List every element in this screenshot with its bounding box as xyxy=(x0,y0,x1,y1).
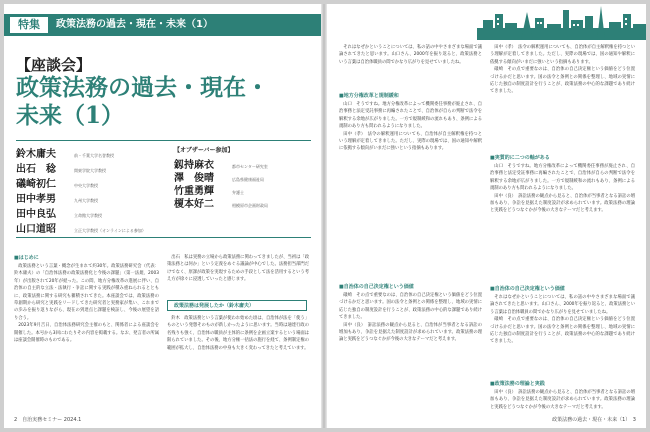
feature-tag: 特集 xyxy=(10,17,48,33)
page-footer: 2 自治実務セミナー 2024.1 xyxy=(14,417,82,423)
series-title: 政策法務の過去・現在・未来（1） xyxy=(56,19,213,30)
city-skyline-illustration xyxy=(477,4,646,40)
body-column: 出石 私は実務の立場から政策法務に関わってきましたが、当初は「政策法務とは何か」という定義をめぐる議論が中心でした。法務担当部門だけでなく、原課が政策を実現するための手段として法を活用するという考え方が徐々に浸透していったと感じます。 xyxy=(167,255,309,283)
section-heading: ■地方分権改革と規制緩和 xyxy=(339,93,399,99)
section-heading: ■自治体の自己決定権という価値 xyxy=(339,284,414,290)
observer: 釼持麻衣 都市センター研究室 xyxy=(174,160,268,171)
divider xyxy=(16,140,311,141)
body-column: それはなぜかということについては、私の話の中やさまざまな場面で議論されてきたと思います。山口さん、2000年を振り返ると、政策法務という言葉は自治体職員の間でかなり広がりを見せていましたね。 xyxy=(339,45,482,65)
body-column: 礒崎 その点で重要なのは、自治体の自己決定権という価値をどう位置づけるかだと思います。国の法令と条例との関係を整理し、地域の実情に応じた独自の制度設計を行うことが、政策法務の中心的な課題であり続けてきました。 田中（良） 訴訟法務の観点から見ると、自治体が当事者となる訴訟の増加もあり、争訟を見据えた制度設計が求められています。政策法務の理論と実践をどうつなぐかが今後の大きなテーマだと考えます。 xyxy=(339,293,482,343)
section-heading: ■はじめに xyxy=(14,255,39,261)
article-title: 政策法務の過去・現在・ 未来（1） xyxy=(16,74,269,129)
body-column: それはなぜかということについては、私の話の中やさまざまな場面で議論されてきたと思います。山口さん、2000年を振り返ると、政策法務という言葉は自治体職員の間でかなり広がりを見せていましたね。 礒崎 その点で重要なのは、自治体の自己決定権という価値をどう位置づけるかだと思います。国の法令と条例との関係を整理し、地域の実情に応じた独自の制度設計を行うことが、政策法務の中心的な課題であり続けてきました。 xyxy=(490,295,635,345)
right-page xyxy=(327,4,646,428)
body-column: 政策法務という言葉・概念が生まれて約30年。政策法務研究会（代表：鈴木庸夫）の「自治体法務の政策法務化と今後の課題」（第一法規、2003年）が出版されて20年が経った。この間、地方分権改革の進展に伴い、自治体の自主的な立法・法執行・争訟に関する実践が積み重ねられるとともに、政策法務に関する研究も蓄積されてきた。本座談会では、政策法務の草創期から研究と実践をリードしてきた研究者と実務家が集い、これまでの歩みを振り返りながら、現在の到達点と課題を検証し、今後の展望を語り合う。 2023年9月吉日、自治体法務研究会主催のもと、関係者による座談会を開催した。本号から3回にわたりその内容を掲載する。なお、発言者の所属は座談会開催時のものである。 xyxy=(14,264,159,344)
section-heading: ■政策法務の理論と実践 xyxy=(490,381,545,387)
feature-header xyxy=(4,14,321,36)
article-kind: 【座談会】 xyxy=(16,56,92,74)
participant: 出石 稔 関東学院大学教授 xyxy=(16,164,106,175)
body-column: 鈴木 政策法務という言葉が使われ始めた頃は、自治体が法を「使う」ものという発想そのものが新しかったように思います。当時は通達行政の名残りも強く、自治体の職員が主体的に条例を企画立案するという場面は限られていました。その後、地方分権一括法の施行を経て、条例制定権の範囲が拡大し、自治体法務の中身も大きく変わってきたと考えています。 xyxy=(167,316,309,351)
participant: 礒崎初仁 中央大学教授 xyxy=(16,179,98,190)
observers-title: 【オブザーバー参加】 xyxy=(174,147,234,154)
body-column: 田中（孝） 法令の解釈運用についても、自治体が自主解釈権を持つという理解が定着してきました。ただし、実際の現場では、国の通知や解釈に依拠する傾向がいまだに強いという指摘もあります。 礒崎 その点で重要なのは、自治体の自己決定権という価値をどう位置づけるかだと思います。国の法令と条例との関係を整理し、地域の実情に応じた独自の制度設計を行うことが、政策法務の中心的な課題であり続けてきました。 xyxy=(490,45,635,95)
observer: 竹重勇輝 弁護士 xyxy=(174,186,244,197)
left-page xyxy=(4,4,321,428)
page-footer: 政策法務の過去・現在・未来（1） 3 xyxy=(552,417,636,423)
section-heading: ■実質的に二つの軸がある xyxy=(490,155,550,161)
body-column: 山口 そうですね。地方分権改革によって機関委任事務が廃止され、自治事務と法定受託事務に再編されたことで、自治体が自らの判断で法令を解釈する余地が広がりました。一方で規制緩和の流れもあり、条例による規制のあり方も問われるようになりました。 田中（良） 訴訟法務の観点から見ると、自治体が当事者となる訴訟の増加もあり、争訟を見据えた制度設計が求められています。政策法務の理論と実践をどうつなぐかが今後の大きなテーマだと考えます。 xyxy=(490,164,635,214)
body-column: 田中（良） 訴訟法務の観点から見ると、自治体が当事者となる訴訟の増加もあり、争訟を見据えた制度設計が求められています。政策法務の理論と実践をどうつなぐかが今後の大きなテーマだと考えます。 xyxy=(490,390,635,410)
section-heading: ■自治体の自己決定権という価値 xyxy=(490,286,565,292)
participant: 山口道昭 立正大学教授（オンラインによる参加） xyxy=(16,224,146,235)
participant: 鈴木庸夫 前・千葉大学名誉教授 xyxy=(16,149,114,160)
body-column: 山口 そうですね。地方分権改革によって機関委任事務が廃止され、自治事務と法定受託事務に再編されたことで、自治体が自らの判断で法令を解釈する余地が広がりました。一方で規制緩和の流れもあり、条例による規制のあり方も問われるようになりました。 田中（孝） 法令の解釈運用についても、自治体が自主解釈権を持つという理解が定着してきました。ただし、実際の現場では、国の通知や解釈に依拠する傾向がいまだに強いという指摘もあります。 xyxy=(339,102,482,152)
participant: 田中孝男 九州大学教授 xyxy=(16,194,98,205)
divider xyxy=(16,237,311,238)
observer: 榎本好二 相模原市企画財政局 xyxy=(174,199,268,210)
observer: 澤 俊晴 広島県健康福祉局 xyxy=(174,173,264,184)
speaker-heading-box: 政策法務は発展したか（鈴木庸夫） xyxy=(167,300,307,311)
participant: 田中良弘 立命館大学教授 xyxy=(16,209,102,220)
